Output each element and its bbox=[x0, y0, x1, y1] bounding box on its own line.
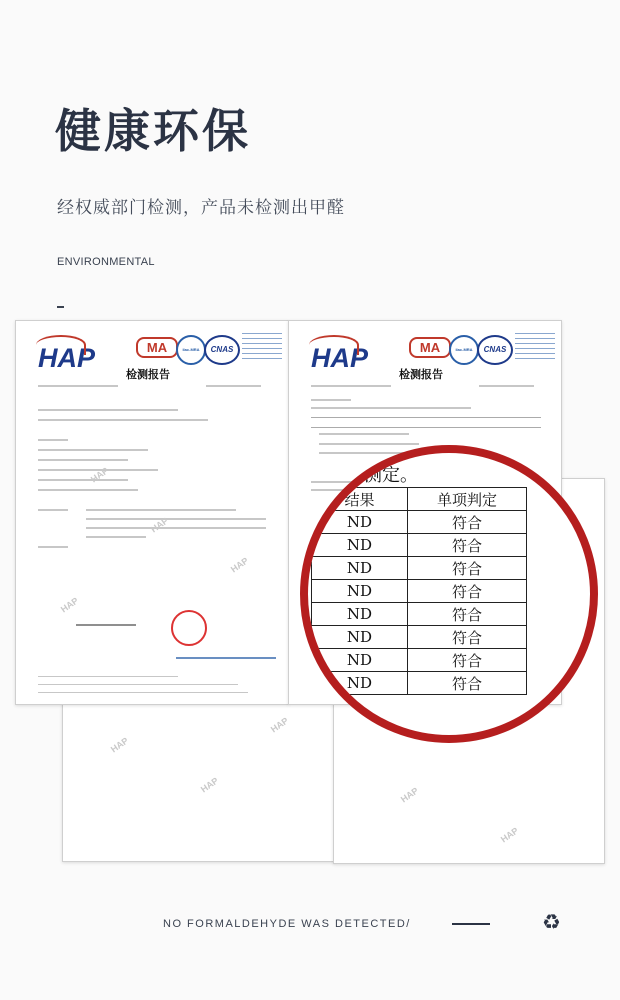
result-cell: ND bbox=[312, 649, 408, 672]
judgment-cell: 符合 bbox=[408, 603, 527, 626]
report-title: 检测报告 bbox=[399, 368, 443, 381]
report-page-back-left bbox=[62, 690, 336, 862]
text-line bbox=[319, 443, 419, 445]
table-row bbox=[312, 511, 527, 534]
header-result: 结果 bbox=[312, 488, 408, 511]
judgment-cell: 符合 bbox=[408, 672, 527, 695]
hap-logo-arc bbox=[309, 335, 359, 355]
result-cell: ND bbox=[312, 626, 408, 649]
magnified-partial-text: 测定。 bbox=[364, 465, 418, 486]
text-line bbox=[86, 536, 146, 538]
english-label: ENVIRONMENTAL bbox=[57, 256, 155, 268]
table-row bbox=[312, 557, 527, 580]
table-row bbox=[312, 603, 527, 626]
result-cell: ND bbox=[312, 672, 408, 695]
text-line bbox=[311, 427, 541, 428]
result-cell: ND bbox=[312, 580, 408, 603]
text-line bbox=[311, 399, 351, 401]
watermark: HAP bbox=[148, 515, 171, 535]
watermark: HAP bbox=[268, 715, 291, 735]
text-line bbox=[38, 409, 178, 411]
watermark: HAP bbox=[228, 555, 251, 575]
watermark: HAP bbox=[58, 595, 81, 615]
ma-logo: MA bbox=[136, 337, 178, 358]
watermark: HAP bbox=[498, 825, 521, 845]
watermark: HAP bbox=[88, 465, 111, 485]
text-line bbox=[479, 385, 534, 387]
ma-logo: MA bbox=[409, 337, 451, 358]
magnified-result-table bbox=[300, 445, 598, 743]
text-line bbox=[86, 518, 266, 520]
text-line bbox=[38, 385, 118, 387]
cnas-logo: CNAS bbox=[204, 335, 240, 365]
footer-line bbox=[38, 692, 248, 693]
page-subtitle: 经权威部门检测，产品未检测出甲醛 bbox=[57, 198, 345, 218]
text-line bbox=[86, 527, 266, 529]
ilac-mra-logo: ilac-MRA bbox=[176, 335, 206, 365]
accreditation-text bbox=[242, 333, 282, 363]
judgment-cell: 符合 bbox=[408, 626, 527, 649]
report-page-front-left bbox=[15, 320, 289, 705]
report-title: 检测报告 bbox=[126, 368, 170, 381]
text-line bbox=[38, 419, 208, 421]
accreditation-text bbox=[515, 333, 555, 363]
text-line bbox=[38, 449, 148, 451]
table-header-row bbox=[312, 488, 527, 511]
result-cell: ND bbox=[312, 511, 408, 534]
judgment-cell: 符合 bbox=[408, 511, 527, 534]
result-cell: ND bbox=[312, 534, 408, 557]
watermark: HAP bbox=[108, 735, 131, 755]
text-line bbox=[38, 479, 128, 481]
table-row bbox=[312, 649, 527, 672]
table-row bbox=[312, 626, 527, 649]
text-line bbox=[319, 433, 409, 435]
text-line bbox=[206, 385, 261, 387]
text-line bbox=[38, 439, 68, 441]
watermark: HAP bbox=[398, 785, 421, 805]
text-line bbox=[311, 385, 391, 387]
footer-line bbox=[38, 676, 178, 677]
text-line bbox=[38, 509, 68, 511]
result-cell: ND bbox=[312, 603, 408, 626]
divider-dash bbox=[57, 306, 64, 308]
result-cell: ND bbox=[312, 557, 408, 580]
official-stamp bbox=[171, 610, 207, 646]
watermark: HAP bbox=[198, 775, 221, 795]
hap-logo-arc bbox=[36, 335, 86, 355]
table-row bbox=[312, 534, 527, 557]
text-line bbox=[311, 407, 471, 409]
judgment-cell: 符合 bbox=[408, 557, 527, 580]
judgment-cell: 符合 bbox=[408, 649, 527, 672]
judgment-cell: 符合 bbox=[408, 580, 527, 603]
text-line bbox=[38, 459, 128, 461]
text-line bbox=[38, 489, 138, 491]
cnas-logo: CNAS bbox=[477, 335, 513, 365]
table-row bbox=[312, 580, 527, 603]
text-line bbox=[38, 546, 68, 548]
ilac-mra-logo: ilac-MRA bbox=[449, 335, 479, 365]
footer-line bbox=[38, 684, 238, 685]
signature-line bbox=[76, 624, 136, 626]
recycle-icon: ♻ bbox=[542, 910, 561, 934]
hap-logo: HAP bbox=[311, 343, 369, 373]
page-title: 健康环保 bbox=[55, 104, 251, 158]
text-line bbox=[86, 509, 236, 511]
hap-logo: HAP bbox=[38, 343, 96, 373]
verification-link bbox=[176, 657, 276, 659]
result-table bbox=[311, 487, 527, 695]
text-line bbox=[311, 417, 541, 418]
table-row bbox=[312, 672, 527, 695]
footer-divider bbox=[452, 923, 490, 925]
judgment-cell: 符合 bbox=[408, 534, 527, 557]
header-judgment: 单项判定 bbox=[408, 488, 527, 511]
footer-caption: NO FORMALDEHYDE WAS DETECTED/ bbox=[163, 918, 411, 930]
